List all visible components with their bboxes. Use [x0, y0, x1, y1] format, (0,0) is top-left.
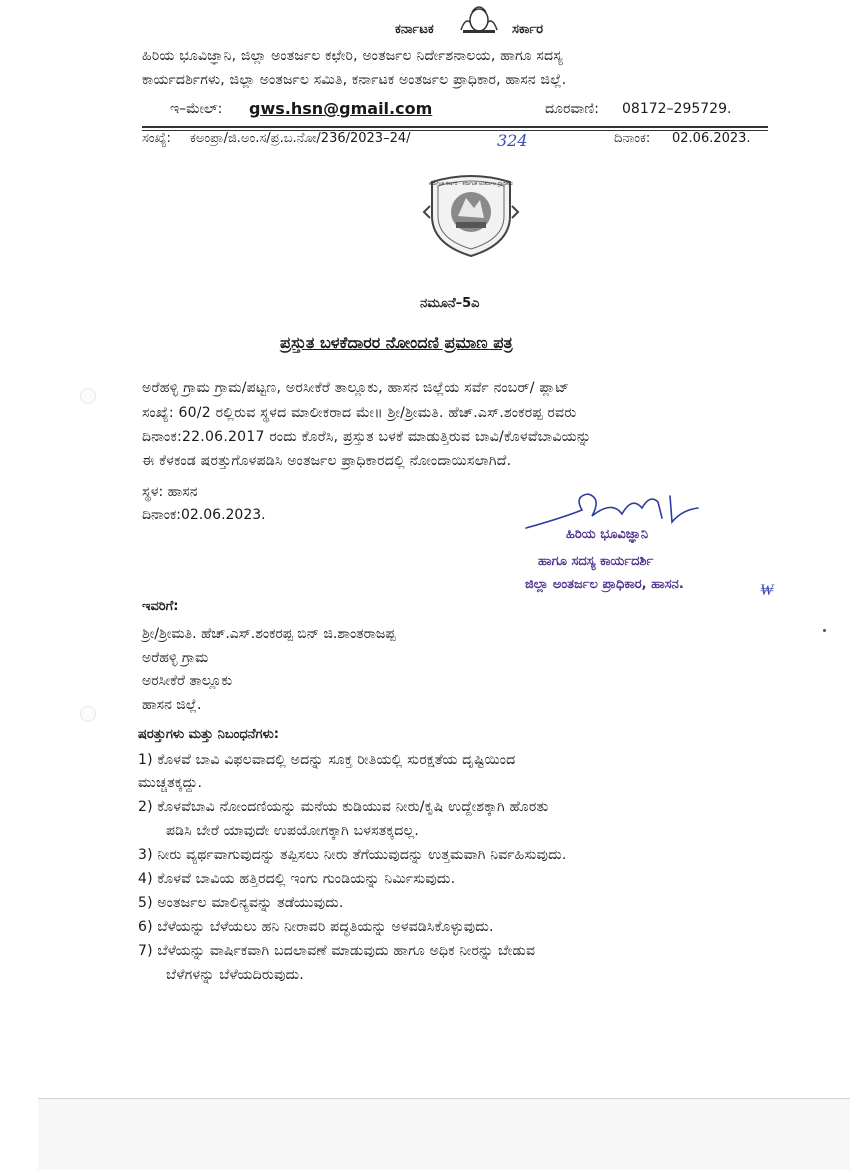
body-line-4: ಈ ಕೆಳಕಂಡ ಷರತ್ತುಗೊಳಪಡಿಸಿ ಅಂತರ್ಜಲ ಪ್ರಾಧಿಕಾರದಲ್ಲಿ ನೋಂದಾಯಿಸಲಾಗಿದೆ.: [142, 453, 512, 469]
place-line: ಸ್ಥಳ: ಹಾಸನ: [142, 484, 198, 500]
email-address[interactable]: gws.hsn@gmail.com: [249, 99, 433, 118]
scan-bottom-edge: [38, 1098, 850, 1170]
condition-item: 5) ಅಂತರ್ಜಲ ಮಾಲಿನ್ಯವನ್ನು ತಡೆಯುವುದು.: [138, 895, 344, 911]
signatory-designation: ಹಿರಿಯ ಭೂವಿಜ್ಞಾನಿ: [566, 527, 649, 542]
email-label: ಇ–ಮೇಲ್:: [170, 101, 223, 117]
reference-label: ಸಂಖ್ಯೆ:: [142, 131, 171, 146]
recipient-district: ಹಾಸನ ಜಿಲ್ಲೆ.: [142, 697, 202, 713]
header-divider: [142, 126, 768, 128]
reference-date-label: ದಿನಾಂಕ:: [614, 131, 651, 146]
reference-date: 02.06.2023.: [672, 131, 751, 146]
office-name-line2: ಕಾರ್ಯದರ್ಶಿಗಳು, ಜಿಲ್ಲಾ ಅಂತರ್ಜಲ ಸಮಿತಿ, ಕರ್ನಾಟಕ ಅಂತರ್ಜಲ ಪ್ರಾಧಿಕಾರ, ಹಾಸನ ಜಿಲ್ಲೆ.: [142, 72, 567, 88]
condition-item: 2) ಕೊಳವೆಬಾವಿ ನೋಂದಣಿಯನ್ನು ಮನೆಯ ಕುಡಿಯುವ ನೀರು/ಕೃಷಿ ಉದ್ದೇಶಕ್ಕಾಗಿ ಹೊರತು: [138, 799, 549, 815]
govt-label-karnataka: ಕರ್ನಾಟಕ: [395, 22, 434, 37]
recipient-name: ಶ್ರೀ/ಶ್ರೀಮತಿ. ಹೆಚ್.ಎಸ್.ಶಂಕರಪ್ಪ ಬಿನ್ ಜಿ.ಶಾಂತರಾಜಪ್ಪ: [142, 626, 396, 642]
authority-seal-icon: [422, 168, 520, 258]
recipient-taluk: ಅರಸೀಕೆರೆ ತಾಲ್ಲೂಕು: [142, 673, 233, 689]
body-line-1: ಅರೆಹಳ್ಳಿ ಗ್ರಾಮ ಗ್ರಾಮ/ಪಟ್ಟಣ, ಅರಸೀಕೆರೆ ತಾಲ್ಲೂಕು, ಹಾಸನ ಜಿಲ್ಲೆಯ ಸರ್ವೆ ನಂಬರ್/ ಪ್ಲಾಟ್: [142, 380, 570, 396]
reference-handwritten-number: 324: [497, 131, 528, 150]
recipient-label: ಇವರಿಗೆ:: [142, 599, 179, 614]
condition-item: 7) ಬೆಳೆಯನ್ನು ವಾರ್ಷಿಕವಾಗಿ ಬದಲಾವಣೆ ಮಾಡುವುದು ಹಾಗೂ ಅಧಿಕ ನೀರನ್ನು ಬೇಡುವ: [138, 943, 536, 959]
body-line-3: ದಿನಾಂಕ:22.06.2017 ರಂದು ಕೊರೆಸಿ, ಪ್ರಸ್ತುತ ಬಳಕೆ ಮಾಡುತ್ತಿರುವ ಬಾವಿ/ಕೊಳವೆಬಾವಿಯನ್ನು: [142, 429, 592, 445]
state-emblem-icon: [455, 0, 503, 34]
conditions-heading: ಷರತ್ತುಗಳು ಮತ್ತು ನಿಬಂಧನೆಗಳು:: [138, 727, 279, 742]
seal-text: ಕರ್ನಾಟಕ ಸರ್ಕಾರ · ಕರ್ನಾಟಕ ಅಂತರ್ಜಲ ಪ್ರಾಧಿಕಾರ: [429, 181, 513, 187]
recipient-village: ಅರೆಹಳ್ಳಿ ಗ್ರಾಮ: [142, 650, 209, 666]
certificate-title: ಪ್ರಸ್ತುತ ಬಳಕೆದಾರರ ನೋಂದಣಿ ಪ್ರಮಾಣ ಪತ್ರ: [280, 333, 513, 352]
phone-label: ದೂರವಾಣಿ:: [545, 101, 599, 117]
body-line-2: ಸಂಖ್ಯೆ: 60/2 ರಲ್ಲಿರುವ ಸ್ಥಳದ ಮಾಲೀಕರಾದ ಮೇ॥ ಶ್ರೀ/ಶ್ರೀಮತಿ. ಹೆಚ್.ಎಸ್.ಶಂಕರಪ್ಪ ರವರು: [142, 405, 577, 421]
govt-label-sarkara: ಸರ್ಕಾರ: [512, 22, 543, 37]
scan-speck: [823, 629, 826, 632]
form-number: ನಮೂನೆ–5ಎ: [420, 296, 480, 311]
condition-item-cont: ಮುಚ್ಚತಕ್ಕದ್ದು.: [138, 775, 203, 791]
issue-date-line: ದಿನಾಂಕ:02.06.2023.: [142, 507, 266, 523]
condition-item: 6) ಬೆಳೆಯನ್ನು ಬೆಳೆಯಲು ಹನಿ ನೀರಾವರಿ ಪದ್ಧತಿಯನ್ನು ಅಳವಡಿಸಿಕೊಳ್ಳುವುದು.: [138, 919, 494, 935]
signatory-office: ಜಿಲ್ಲಾ ಅಂತರ್ಜಲ ಪ್ರಾಧಿಕಾರ, ಹಾಸನ.: [525, 577, 684, 592]
condition-item-cont: ಪಡಿಸಿ ಬೇರೆ ಯಾವುದೇ ಉಪಯೋಗಕ್ಕಾಗಿ ಬಳಸತಕ್ಕದಲ್ಲ.: [166, 823, 420, 839]
condition-item: 4) ಕೊಳವೆ ಬಾವಿಯ ಹತ್ತಿರದಲ್ಲಿ ಇಂಗು ಗುಂಡಿಯನ್ನು ನಿರ್ಮಿಸುವುದು.: [138, 871, 456, 887]
punch-hole-mark: [80, 388, 96, 404]
office-name-line1: ಹಿರಿಯ ಭೂವಿಜ್ಞಾನಿ, ಜಿಲ್ಲಾ ಅಂತರ್ಜಲ ಕಛೇರಿ, ಅಂತರ್ಜಲ ನಿರ್ದೇಶನಾಲಯ, ಹಾಗೂ ಸದಸ್ಯ: [142, 48, 563, 64]
signatory-role: ಹಾಗೂ ಸದಸ್ಯ ಕಾರ್ಯದರ್ಶಿ: [538, 554, 654, 569]
condition-item-cont: ಬೆಳೆಗಳನ್ನು ಬೆಳೆಯದಿರುವುದು.: [166, 967, 304, 983]
condition-item: 1) ಕೊಳವೆ ಬಾವಿ ವಿಫಲವಾದಲ್ಲಿ ಅದನ್ನು ಸೂಕ್ತ ರೀತಿಯಲ್ಲಿ ಸುರಕ್ಷತೆಯ ದೃಷ್ಟಿಯಿಂದ: [138, 752, 516, 768]
punch-hole-mark: [80, 706, 96, 722]
condition-item: 3) ನೀರು ವ್ಯರ್ಥವಾಗುವುದನ್ನು ತಪ್ಪಿಸಲು ನೀರು ತೆಗೆಯುವುದನ್ನು ಉತ್ತಮವಾಗಿ ನಿರ್ವಹಿಸುವುದು.: [138, 847, 567, 863]
reference-number: ಕಅಂಪ್ರಾ/ಜಿ.ಅಂ.ಸ/ಪ್ರ.ಬ.ನೋ/236/2023–24/: [190, 131, 411, 146]
phone-number: 08172–295729.: [622, 101, 732, 117]
signature-initial: ₩: [760, 580, 774, 599]
